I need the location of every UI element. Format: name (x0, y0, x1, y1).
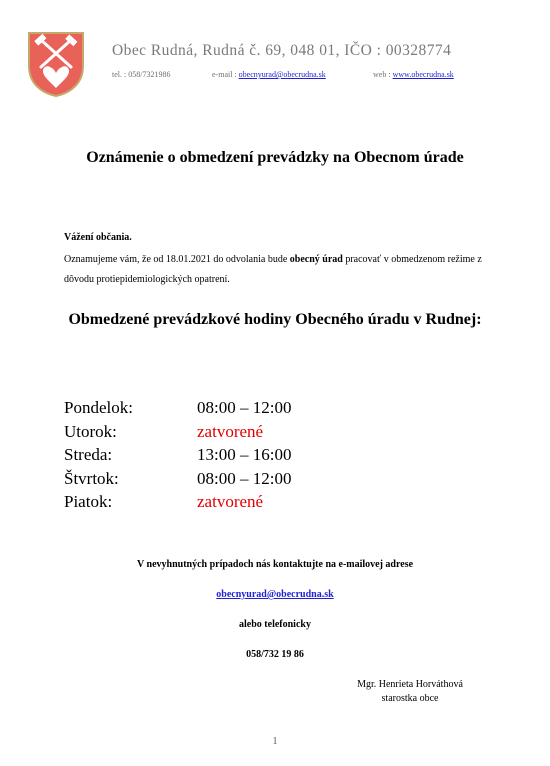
opening-hours-heading: Obmedzené prevádzkové hodiny Obecného úradu v Rudnej: (68, 311, 482, 328)
day-label: Streda: (64, 445, 113, 464)
body-bold: obecný úrad (289, 254, 343, 265)
day-label: Utorok: (64, 421, 117, 441)
hours-value: 13:00 – 16:00 (197, 445, 292, 464)
opening-hours-table (64, 396, 291, 514)
header-web-label: web : (373, 70, 393, 79)
notice-body (64, 250, 484, 290)
coat-of-arms-icon (26, 30, 86, 98)
hours-value: 08:00 – 12:00 (197, 468, 292, 488)
contact-email-link[interactable]: obecnyurad@obecrudna.sk (216, 589, 334, 600)
day-label: Štvrtok: (64, 468, 119, 488)
header-email-link[interactable]: obecnyurad@obecrudna.sk (238, 70, 326, 79)
hours-value: 08:00 – 12:00 (197, 398, 292, 417)
notice-title: Oznámenie o obmedzení prevádzky na Obecnom úrade (86, 149, 464, 166)
signature-role: starostka obce (381, 693, 439, 704)
hours-row-tuesday (64, 420, 291, 444)
contact-phone: 058/732 19 86 (246, 649, 304, 660)
organization-name: Obec Rudná, Rudná č. 69, 048 01, IČO : 00328774 (112, 42, 452, 59)
signature-block (340, 678, 480, 706)
body-part-2: pracovať v obmedzenom režime z dôvodu protiepidemiologických opatrení. (64, 254, 482, 285)
header-web (373, 70, 454, 79)
hours-row-thursday (64, 467, 291, 491)
salutation: Vážení občania. (64, 232, 132, 243)
hours-value: zatvorené (197, 421, 264, 441)
hours-row-wednesday (64, 443, 291, 467)
day-label: Piatok: (64, 492, 113, 511)
contact-email-row (0, 589, 550, 600)
header-phone: tel. : 058/7321986 (112, 70, 171, 79)
header-email-label: e-mail : (212, 70, 239, 79)
signature-name: Mgr. Henrieta Horváthová (357, 679, 463, 690)
body-part-1: Oznamujeme vám, že od 18.01.2021 do odvolania bude (64, 254, 290, 265)
page-number: 1 (272, 736, 278, 747)
header-web-link[interactable]: www.obecrudna.sk (392, 70, 454, 79)
hours-row-friday (64, 490, 291, 514)
contact-note: V nevyhnutných prípadoch nás kontaktujte na e-mailovej adrese (136, 559, 414, 570)
day-label: Pondelok: (64, 398, 133, 417)
contact-or: alebo telefonicky (239, 619, 311, 630)
hours-value: zatvorené (197, 492, 264, 511)
header-email (212, 70, 326, 79)
hours-row-monday (64, 396, 291, 420)
